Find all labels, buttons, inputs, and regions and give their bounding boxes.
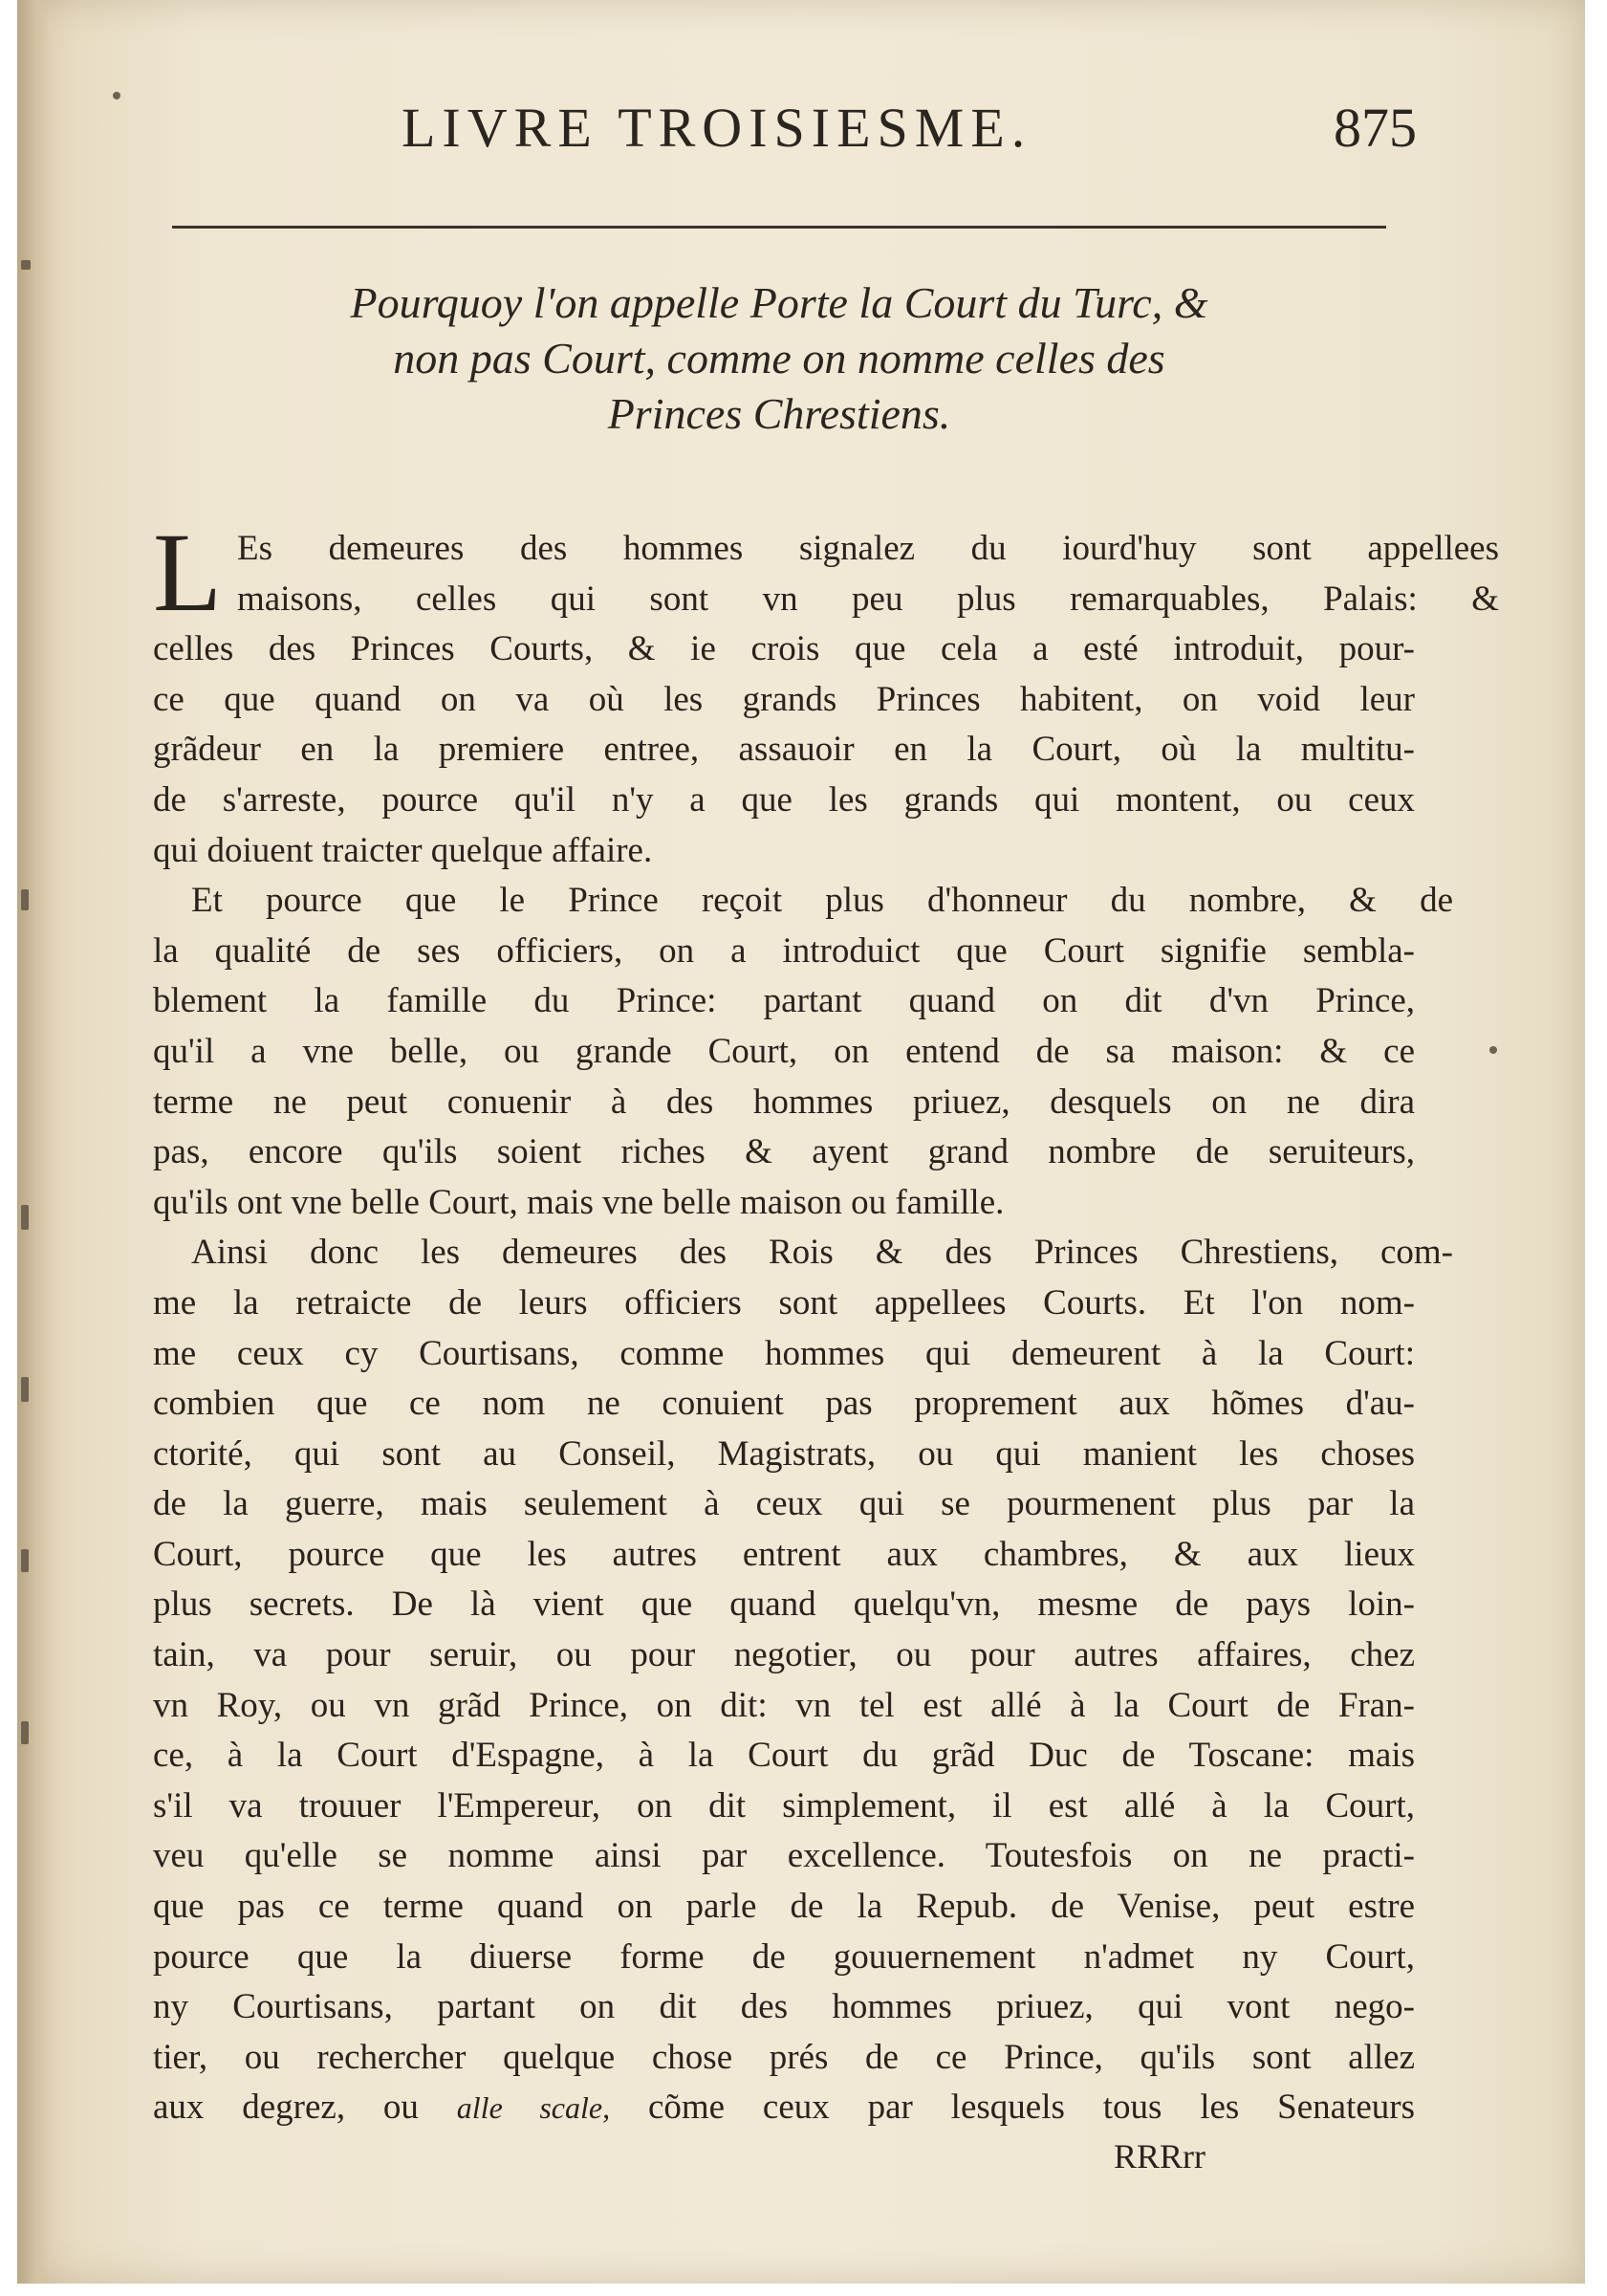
text-line: tier, ou rechercher quelque chose prés de ce Prince, qu'ils sont allez [153, 2037, 1415, 2077]
paragraph-1 [153, 524, 1499, 876]
text-line: maisons, celles qui sont vn peu plus remarquables, Palais: & [237, 579, 1499, 619]
text-line: que pas ce terme quand on parle de la Repub. de Venise, peut estre [153, 1887, 1415, 1927]
page-number: 875 [1334, 97, 1417, 159]
text-line-final [153, 2083, 1415, 2133]
text-line: grãdeur en la premiere entree, assauoir en la Court, où la multitu- [153, 730, 1415, 770]
running-title: LIVRE TROISIESME. [402, 97, 1032, 159]
text-line: vn Roy, ou vn grãd Prince, on dit: vn tel est allé à la Court de Fran- [153, 1685, 1415, 1725]
header-rule [172, 226, 1386, 229]
text-line: qu'il a vne belle, ou grande Court, on entend de sa maison: & ce [153, 1031, 1415, 1071]
text-line: la qualité de ses officiers, on a introduict que Court signifie sembla- [153, 930, 1415, 971]
text-line: pas, encore qu'ils soient riches & ayent grand nombre de seruiteurs, [153, 1132, 1415, 1172]
final-line-end: cõme ceux par lesquels tous les Senateurs [647, 2088, 1416, 2128]
final-line-start: aux degrez, ou [153, 2088, 419, 2128]
text-line: pource que la diuerse forme de gouuernement n'admet ny Court, [153, 1936, 1415, 1977]
text-line: me la retraicte de leurs officiers sont appellees Courts. Et l'on nom- [153, 1282, 1415, 1323]
chapter-title [191, 275, 1367, 442]
text-line: celles des Princes Courts, & ie crois que cela a esté introduit, pour- [153, 629, 1415, 669]
text-line: plus secrets. De là vient que quand quelqu'vn, mesme de pays loin- [153, 1585, 1415, 1625]
text-line: terme ne peut conuenir à des hommes priuez, desquels on ne dira [153, 1082, 1415, 1122]
text-line: me ceux cy Courtisans, comme hommes qui demeurent à la Court: [153, 1333, 1415, 1373]
text-line: qui doiuent traicter quelque affaire. [153, 830, 653, 870]
text-line: Court, pource que les autres entrent aux chambres, & aux lieux [153, 1534, 1415, 1574]
page-gutter [17, 0, 50, 2284]
chapter-title-line-3: Princes Chrestiens. [607, 389, 951, 438]
text-line: qu'ils ont vne belle Court, mais vne belle maison ou famille. [153, 1182, 1005, 1222]
text-line: Et pource que le Prince reçoit plus d'honneur du nombre, & de [191, 881, 1453, 921]
drop-cap: L [153, 510, 223, 635]
text-line: ce, à la Court d'Espagne, à la Court du grãd Duc de Toscane: mais [153, 1736, 1415, 1776]
text-line: s'il va trouuer l'Empereur, on dit simplement, il est allé à la Court, [153, 1785, 1415, 1826]
paragraph-2 [153, 876, 1453, 1228]
text-line: de la guerre, mais seulement à ceux qui se pourmenent plus par la [153, 1484, 1415, 1524]
signature-mark: RRRrr [1114, 2137, 1206, 2176]
text-line: ce que quand on va où les grands Princes habitent, on void leur [153, 679, 1415, 719]
text-line: ctorité, qui sont au Conseil, Magistrats, ou qui manient les choses [153, 1433, 1415, 1474]
text-line: Es demeures des hommes signalez du iourd'huy sont appellees [237, 529, 1499, 568]
text-line: combien que ce nom ne conuient pas proprement aux hõmes d'au- [153, 1384, 1415, 1424]
body-text [153, 524, 1499, 2133]
text-line: veu qu'elle se nomme ainsi par excellence. Toutesfois on ne practi- [153, 1836, 1415, 1876]
final-line-italic: alle scale, [456, 2090, 611, 2126]
text-line: blement la famille du Prince: partant quand on dit d'vn Prince, [153, 981, 1415, 1021]
text-line: Ainsi donc les demeures des Rois & des Princes Chrestiens, com- [191, 1233, 1453, 1273]
text-line: de s'arreste, pource qu'il n'y a que les grands qui montent, ou ceux [153, 779, 1415, 820]
paragraph-3 [153, 1228, 1453, 2133]
text-line: ny Courtisans, partant on dit des hommes priuez, qui vont nego- [153, 1987, 1415, 2027]
chapter-title-line-2: non pas Court, comme on nomme celles des [393, 334, 1165, 383]
chapter-title-line-1: Pourquoy l'on appelle Porte la Court du Turc, & [350, 278, 1208, 327]
text-line: tain, va pour seruir, ou pour negotier, ou pour autres affaires, chez [153, 1635, 1415, 1675]
